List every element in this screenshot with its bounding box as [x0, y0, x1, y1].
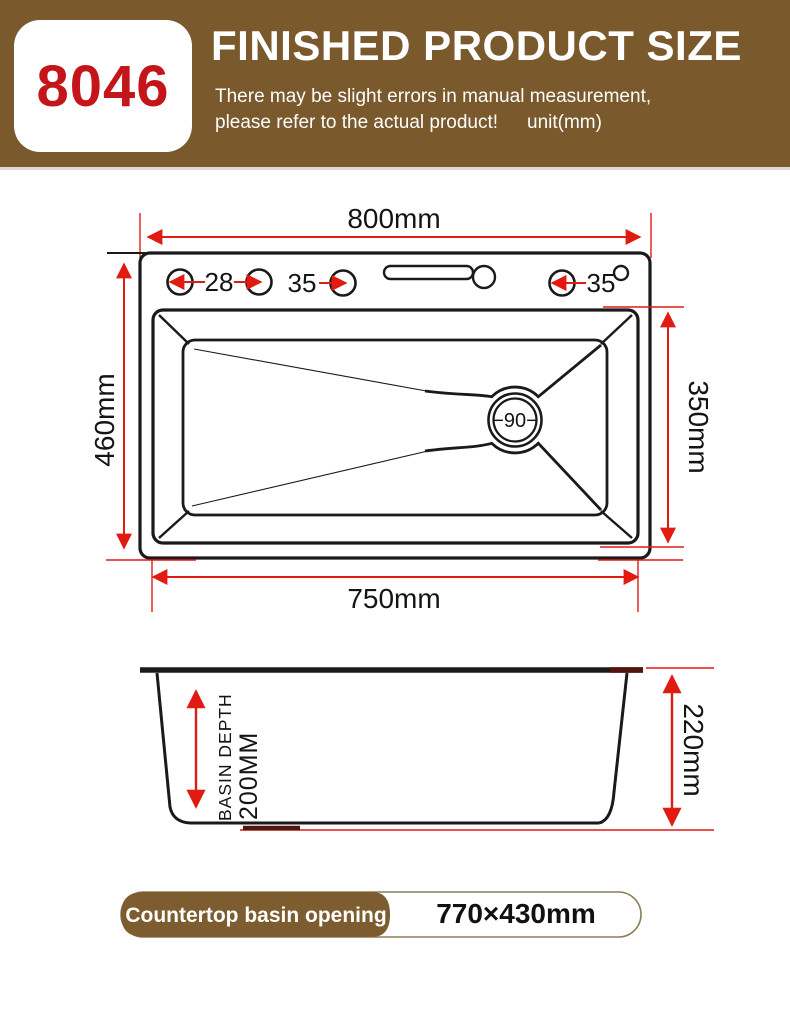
- floor-slope-line: [192, 450, 432, 506]
- dimension-overall-depth: [89, 264, 124, 548]
- sink-outer-outline: [140, 253, 650, 558]
- drain-diameter-label: −90−: [492, 410, 538, 432]
- countertop-opening-value: 770×430mm: [436, 898, 596, 929]
- dimension-overall-height: [672, 676, 709, 825]
- overflow-hole: [614, 266, 628, 280]
- dimension-overall-width: [140, 203, 651, 258]
- waterfall-slot: [384, 266, 473, 279]
- basin-depth-label: 350mm: [683, 380, 714, 474]
- unit-note: unit(mm): [527, 112, 602, 133]
- corner-diagonal: [159, 511, 189, 538]
- waterfall-slot-end: [473, 266, 495, 288]
- drain-channel-bottom: [425, 443, 601, 510]
- disclaimer-line-1: There may be slight errors in manual measurement,: [215, 86, 652, 107]
- dimension-basin-width: [106, 560, 683, 614]
- basin-rim-outline: [153, 310, 638, 543]
- basin-width-label: 750mm: [347, 583, 441, 614]
- basin-left-wall: [157, 673, 190, 823]
- countertop-opening-label: Countertop basin opening: [125, 904, 387, 927]
- drain-channel-top: [425, 345, 601, 397]
- page-title: FINISHED PRODUCT SIZE: [211, 22, 742, 69]
- dimension-basin-depth-top: [600, 307, 714, 547]
- sink-top-view: [89, 203, 714, 614]
- hole-spacing-label: 28: [204, 267, 234, 297]
- basin-right-wall: [599, 673, 627, 823]
- sink-dimension-diagram: [0, 170, 790, 1010]
- faucet-deck: [168, 266, 629, 298]
- header-banner: [0, 0, 790, 170]
- corner-diagonal: [601, 315, 632, 344]
- corner-diagonal: [159, 315, 189, 344]
- overall-width-label: 800mm: [347, 203, 441, 234]
- hole-diameter-label-mid: 35: [287, 268, 317, 298]
- disclaimer-line-2: please refer to the actual product!: [215, 112, 499, 133]
- floor-slope-line: [194, 349, 432, 392]
- basin-floor-outline: [183, 340, 607, 515]
- basin-bowl: [153, 310, 638, 543]
- model-card: [14, 20, 192, 152]
- model-number: 8046: [36, 53, 170, 119]
- corner-diagonal: [601, 511, 632, 538]
- countertop-opening-callout: [121, 892, 641, 937]
- overall-depth-label: 460mm: [89, 373, 120, 467]
- basin-depth-value: 200MM: [235, 731, 263, 820]
- basin-depth-caption: BASIN DEPTH: [215, 693, 235, 821]
- overall-height-label: 220mm: [678, 703, 709, 797]
- sink-side-view: [140, 668, 714, 830]
- dimension-inner-depth: [196, 691, 263, 821]
- hole-diameter-label-right: 35: [586, 268, 616, 298]
